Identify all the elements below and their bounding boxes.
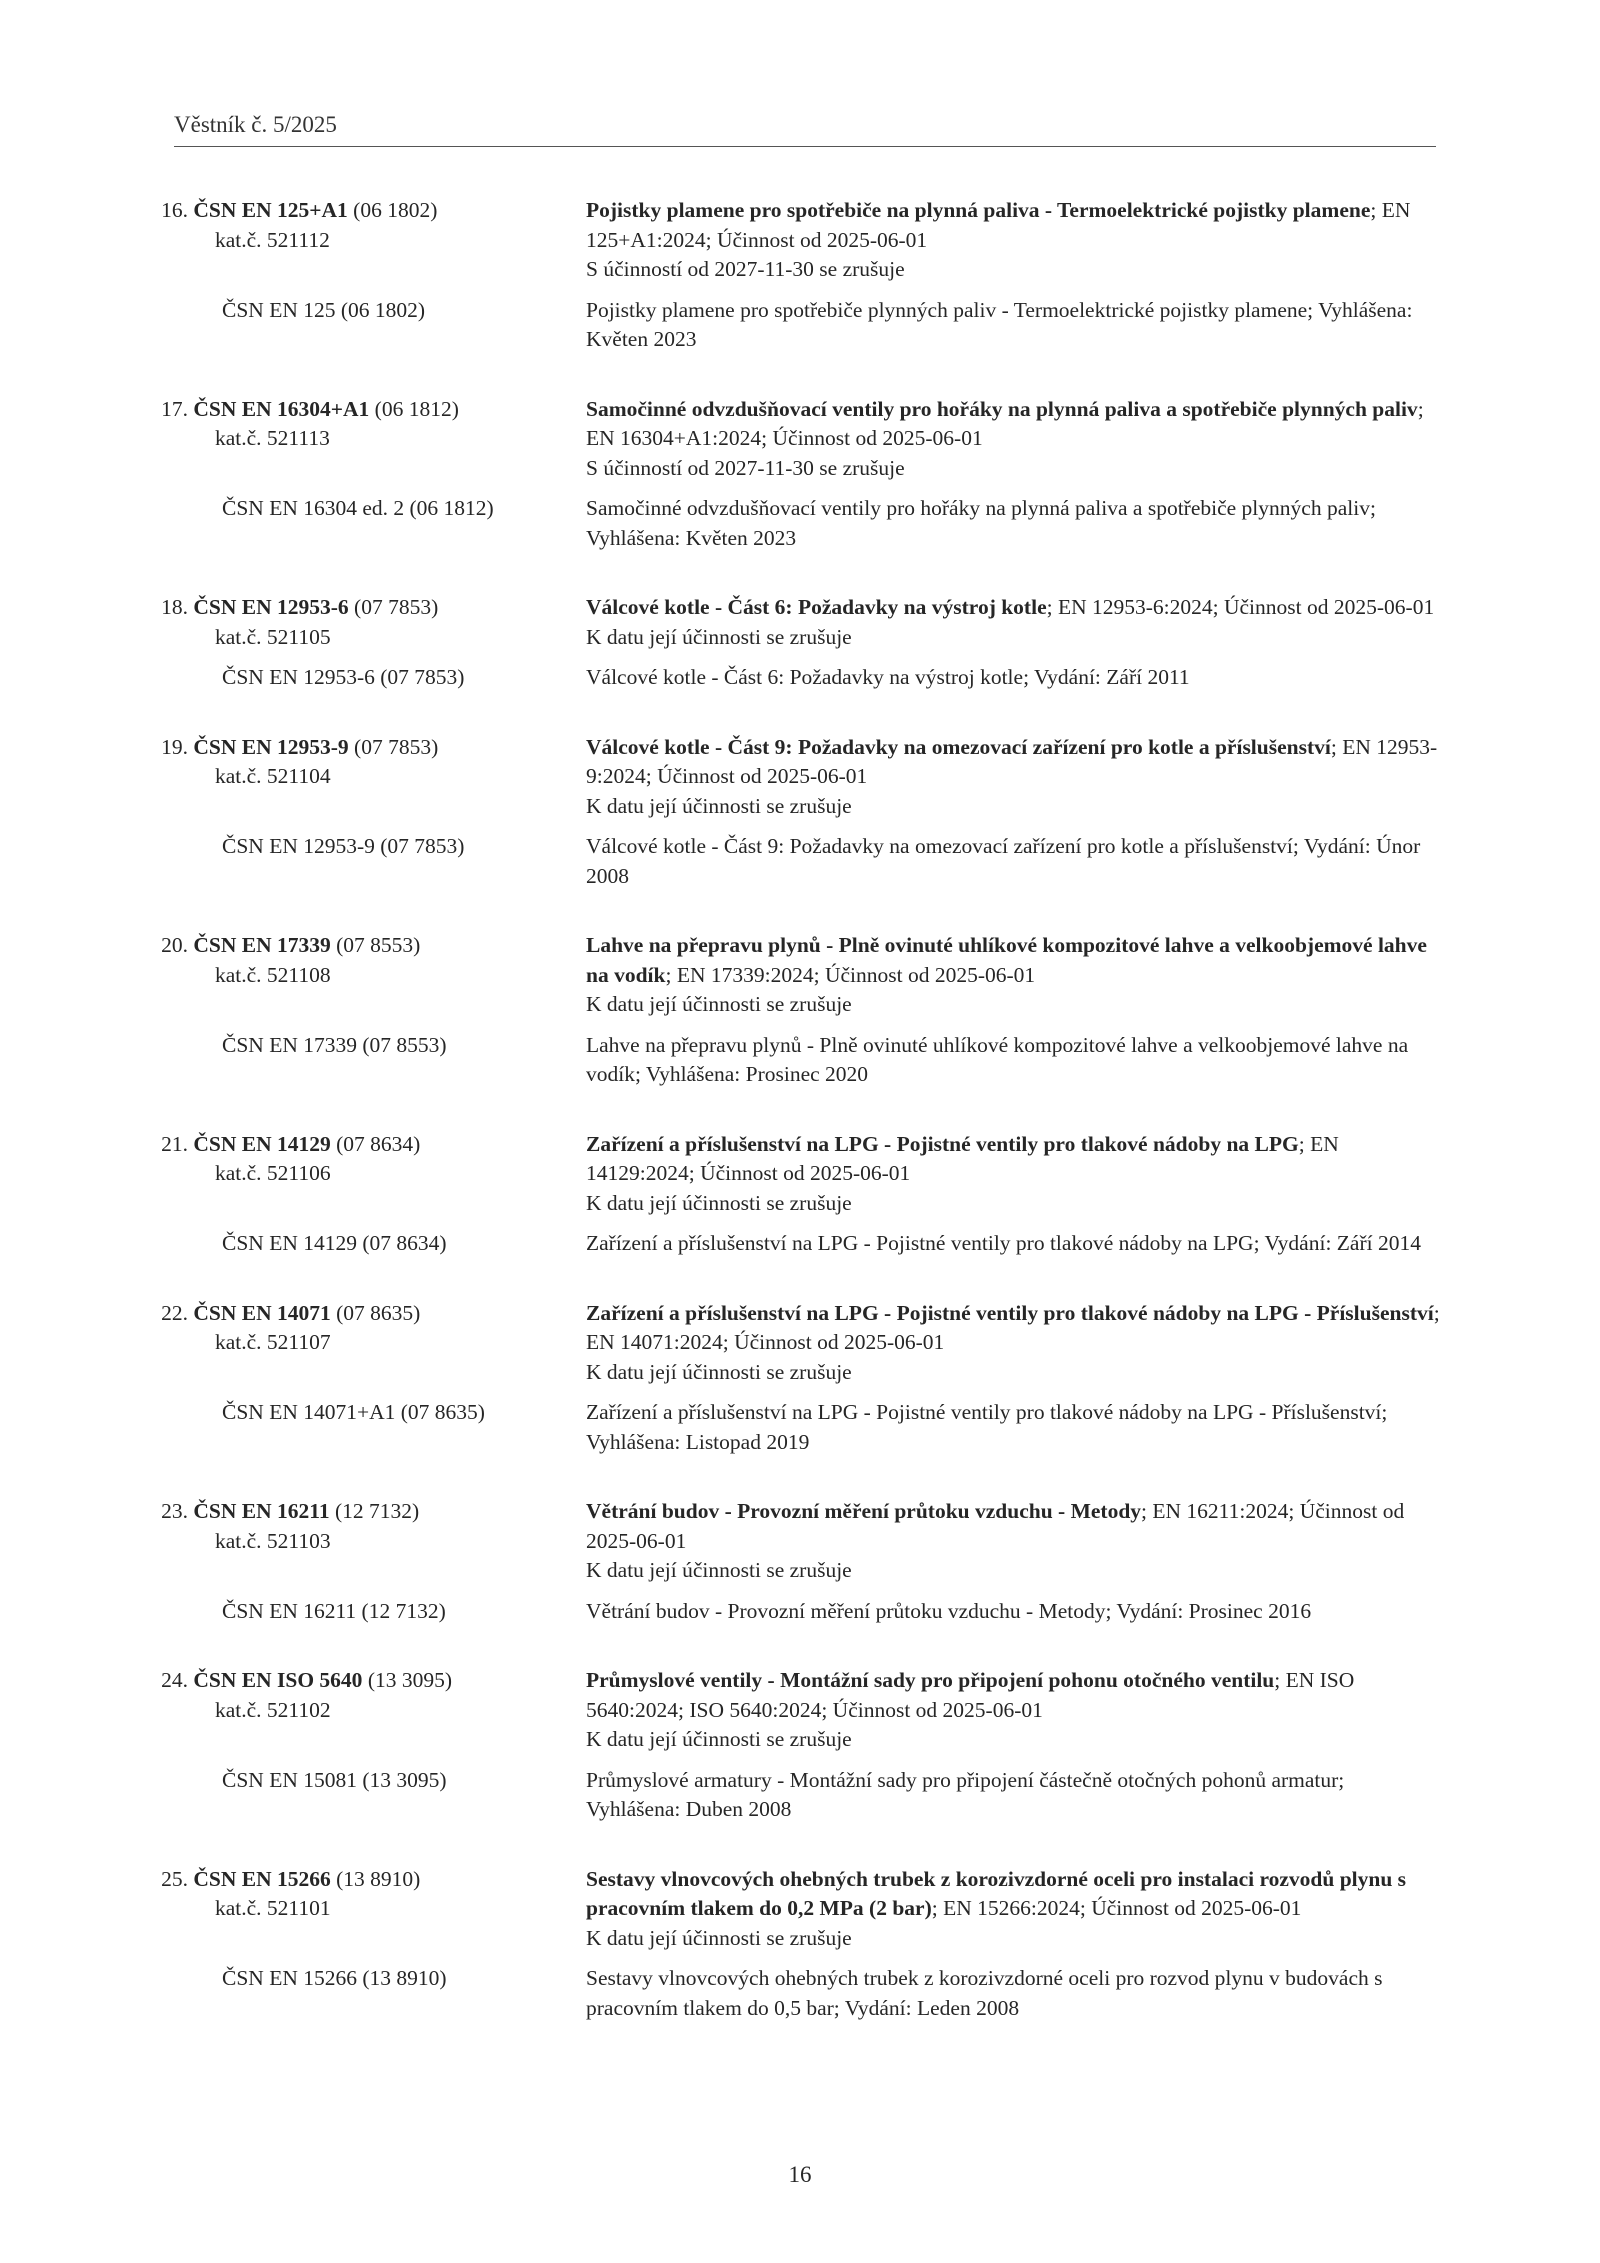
withdrawal-note: K datu její účinnosti se zrušuje xyxy=(586,1558,852,1582)
standard-code: (07 8553) xyxy=(336,933,421,957)
standard-entry xyxy=(0,593,1600,693)
replaced-standard-id: ČSN EN 12953-6 (07 7853) xyxy=(222,665,465,689)
catalog-number: kat.č. 521112 xyxy=(215,227,330,252)
withdrawal-note: K datu její účinnosti se zrušuje xyxy=(586,1359,852,1384)
replaced-standard-id: ČSN EN 17339 (07 8553) xyxy=(222,1032,447,1057)
replaced-standard-description: Průmyslové armatury - Montážní sady pro připojení částečně otočných pohonů armatur; Vyhlášena: Duben 2008 xyxy=(586,1767,1345,1821)
catalog-number: kat.č. 521106 xyxy=(215,1161,331,1185)
standard-title: Zařízení a příslušenství na LPG - Pojistné ventily pro tlakové nádoby na LPG xyxy=(586,1131,1299,1156)
standard-title: Pojistky plamene pro spotřebiče na plynná paliva - Termoelektrické pojistky plamene xyxy=(586,198,1371,222)
standard-title: Válcové kotle - Část 6: Požadavky na výstroj kotle xyxy=(586,595,1047,619)
standard-code: (07 8634) xyxy=(336,1131,421,1156)
withdrawal-note: K datu její účinnosti se zrušuje xyxy=(586,1925,852,1950)
page-number: 16 xyxy=(788,2162,812,2187)
standard-id: ČSN EN 12953-9 xyxy=(193,734,349,759)
catalog-number: kat.č. 521107 xyxy=(215,1330,331,1354)
standard-title: Zařízení a příslušenství na LPG - Pojistné ventily pro tlakové nádoby na LPG - Příslušenství xyxy=(586,1300,1434,1325)
replaced-standard-description: Válcové kotle - Část 9: Požadavky na omezovací zařízení pro kotle a příslušenství; Vydání: Únor 2008 xyxy=(586,834,1421,888)
new-standard-row xyxy=(0,395,1600,484)
standard-id: ČSN EN 125+A1 xyxy=(193,198,348,222)
standard-details: ; EN 16304+A1:2024; Účinnost od 2025-06-01 xyxy=(586,396,1424,450)
standard-id: ČSN EN 14129 xyxy=(193,1131,331,1156)
standard-code: (12 7132) xyxy=(334,1499,420,1523)
replaced-standard-row xyxy=(0,1964,1600,2023)
replaced-standard-row xyxy=(0,296,1600,355)
replaced-standard-description: Větrání budov - Provozní měření průtoku vzduchu - Metody; Vydání: Prosinec 2016 xyxy=(586,1598,1312,1623)
entry-number: 25. xyxy=(161,1866,188,1891)
standard-entry xyxy=(0,395,1600,554)
standard-details: ; EN 125+A1:2024; Účinnost od 2025-06-01 xyxy=(586,198,1411,252)
replaced-standard-id: ČSN EN 14071+A1 (07 8635) xyxy=(222,1400,485,1424)
withdrawal-note: K datu její účinnosti se zrušuje xyxy=(586,1727,852,1751)
replaced-standard-id: ČSN EN 16211 (12 7132) xyxy=(222,1598,446,1623)
standard-entry xyxy=(0,931,1600,1090)
entry-number: 17. xyxy=(161,396,188,421)
replaced-standard-description: Zařízení a příslušenství na LPG - Pojistné ventily pro tlakové nádoby na LPG - Příslušenství; Vyhlášena: Listopad 2019 xyxy=(586,1400,1388,1454)
entry-number: 18. xyxy=(161,595,188,619)
catalog-number: kat.č. 521101 xyxy=(215,1896,331,1920)
standard-code: (07 7853) xyxy=(354,595,439,619)
entry-number: 23. xyxy=(161,1499,188,1523)
withdrawal-note: S účinností od 2027-11-30 se zrušuje xyxy=(586,455,905,480)
standard-code: (06 1812) xyxy=(374,396,459,421)
standard-code: (07 8635) xyxy=(336,1300,421,1325)
replaced-standard-row xyxy=(0,832,1600,891)
replaced-standard-row xyxy=(0,1766,1600,1825)
new-standard-row xyxy=(0,593,1600,652)
standard-details: ; EN 14129:2024; Účinnost od 2025-06-01 xyxy=(586,1131,1339,1185)
standard-code: (13 8910) xyxy=(336,1866,421,1891)
standard-entry xyxy=(0,733,1600,892)
replaced-standard-row xyxy=(0,1031,1600,1090)
replaced-standard-description: Sestavy vlnovcových ohebných trubek z korozivzdorné oceli pro rozvod plynu v budovách s pracovním tlakem do 0,5 bar; Vydání: Leden 2008 xyxy=(586,1966,1383,2020)
standard-title: Průmyslové ventily - Montážní sady pro připojení pohonu otočného ventilu xyxy=(586,1668,1275,1692)
replaced-standard-row xyxy=(0,663,1600,693)
standard-details: ; EN 12953-9:2024; Účinnost od 2025-06-01 xyxy=(586,734,1438,788)
new-standard-row xyxy=(0,1497,1600,1586)
standard-code: (07 7853) xyxy=(354,734,439,759)
replaced-standard-id: ČSN EN 15081 (13 3095) xyxy=(222,1767,447,1792)
catalog-number: kat.č. 521108 xyxy=(215,962,331,987)
withdrawal-note: K datu její účinnosti se zrušuje xyxy=(586,624,852,649)
standard-entry xyxy=(0,1865,1600,2024)
standard-entry xyxy=(0,1130,1600,1259)
catalog-number: kat.č. 521104 xyxy=(215,764,331,788)
replaced-standard-row xyxy=(0,1597,1600,1627)
new-standard-row xyxy=(0,1130,1600,1219)
standard-id: ČSN EN 14071 xyxy=(193,1300,331,1325)
standard-details: ; EN 15266:2024; Účinnost od 2025-06-01 xyxy=(931,1896,1302,1920)
replaced-standard-description: Samočinné odvzdušňovací ventily pro hořáky na plynná paliva a spotřebiče plynných paliv; Vyhlášena: Květen 2023 xyxy=(586,496,1376,550)
standard-code: (06 1802) xyxy=(353,198,438,222)
new-standard-row xyxy=(0,931,1600,1020)
standard-id: ČSN EN 12953-6 xyxy=(193,595,349,619)
new-standard-row xyxy=(0,1666,1600,1755)
standard-details: ; EN 16211:2024; Účinnost od 2025-06-01 xyxy=(586,1499,1405,1553)
standard-entry xyxy=(0,1666,1600,1825)
replaced-standard-id: ČSN EN 12953-9 (07 7853) xyxy=(222,834,465,858)
replaced-standard-id: ČSN EN 16304 ed. 2 (06 1812) xyxy=(222,496,494,520)
entry-number: 16. xyxy=(161,198,188,222)
standard-id: ČSN EN ISO 5640 xyxy=(193,1668,363,1692)
catalog-number: kat.č. 521102 xyxy=(215,1697,331,1722)
standard-id: ČSN EN 15266 xyxy=(193,1866,331,1891)
replaced-standard-description: Válcové kotle - Část 6: Požadavky na výstroj kotle; Vydání: Září 2011 xyxy=(586,665,1190,689)
catalog-number: kat.č. 521103 xyxy=(215,1528,331,1553)
standard-details: ; EN ISO 5640:2024; ISO 5640:2024; Účinnost od 2025-06-01 xyxy=(586,1668,1355,1722)
standard-id: ČSN EN 16211 xyxy=(193,1499,330,1523)
new-standard-row xyxy=(0,1299,1600,1388)
entry-number: 22. xyxy=(161,1300,188,1325)
standard-entry xyxy=(0,196,1600,355)
standard-id: ČSN EN 17339 xyxy=(193,933,331,957)
replaced-standard-row xyxy=(0,494,1600,553)
standard-title: Větrání budov - Provozní měření průtoku vzduchu - Metody xyxy=(586,1499,1142,1523)
withdrawal-note: S účinností od 2027-11-30 se zrušuje xyxy=(586,257,905,281)
replaced-standard-row xyxy=(0,1229,1600,1259)
replaced-standard-row xyxy=(0,1398,1600,1457)
standard-details: ; EN 14071:2024; Účinnost od 2025-06-01 xyxy=(586,1300,1440,1354)
withdrawal-note: K datu její účinnosti se zrušuje xyxy=(586,793,852,818)
new-standard-row xyxy=(0,1865,1600,1954)
replaced-standard-id: ČSN EN 15266 (13 8910) xyxy=(222,1966,447,1990)
replaced-standard-id: ČSN EN 14129 (07 8634) xyxy=(222,1231,447,1255)
entry-number: 19. xyxy=(161,734,188,759)
entry-number: 24. xyxy=(161,1668,188,1692)
standard-title: Samočinné odvzdušňovací ventily pro hořáky na plynná paliva a spotřebiče plynných paliv xyxy=(586,396,1418,421)
new-standard-row xyxy=(0,733,1600,822)
standard-title: Lahve na přepravu plynů - Plně ovinuté uhlíkové kompozitové lahve a velkoobjemové lahve na vodík xyxy=(586,933,1427,987)
replaced-standard-id: ČSN EN 125 (06 1802) xyxy=(222,297,426,322)
entry-number: 21. xyxy=(161,1131,188,1156)
page-header: Věstník č. 5/2025 xyxy=(174,112,337,137)
entry-number: 20. xyxy=(161,933,188,957)
standards-list xyxy=(0,196,1600,2023)
standard-id: ČSN EN 16304+A1 xyxy=(193,396,370,421)
standard-title: Válcové kotle - Část 9: Požadavky na omezovací zařízení pro kotle a příslušenství xyxy=(586,734,1331,759)
standard-entry xyxy=(0,1497,1600,1626)
standard-title: Sestavy vlnovcových ohebných trubek z korozivzdorné oceli pro instalaci rozvodů plynu s pracovním tlakem do 0,2 MPa (2 bar) xyxy=(586,1866,1407,1920)
standard-details: ; EN 12953-6:2024; Účinnost od 2025-06-01 xyxy=(1046,595,1435,619)
withdrawal-note: K datu její účinnosti se zrušuje xyxy=(586,992,852,1016)
withdrawal-note: K datu její účinnosti se zrušuje xyxy=(586,1190,852,1215)
standard-code: (13 3095) xyxy=(367,1668,453,1692)
new-standard-row xyxy=(0,196,1600,285)
replaced-standard-description: Zařízení a příslušenství na LPG - Pojistné ventily pro tlakové nádoby na LPG; Vydání: Září 2014 xyxy=(586,1231,1421,1255)
header-divider xyxy=(174,146,1436,147)
standard-entry xyxy=(0,1299,1600,1458)
standard-details: ; EN 17339:2024; Účinnost od 2025-06-01 xyxy=(665,962,1036,987)
replaced-standard-description: Pojistky plamene pro spotřebiče plynných paliv - Termoelektrické pojistky plamene; Vyhlášena: Květen 2023 xyxy=(586,297,1413,351)
catalog-number: kat.č. 521105 xyxy=(215,624,331,649)
replaced-standard-description: Lahve na přepravu plynů - Plně ovinuté uhlíkové kompozitové lahve a velkoobjemové lahve na vodík; Vyhlášena: Prosinec 2020 xyxy=(586,1032,1409,1086)
catalog-number: kat.č. 521113 xyxy=(215,426,330,450)
